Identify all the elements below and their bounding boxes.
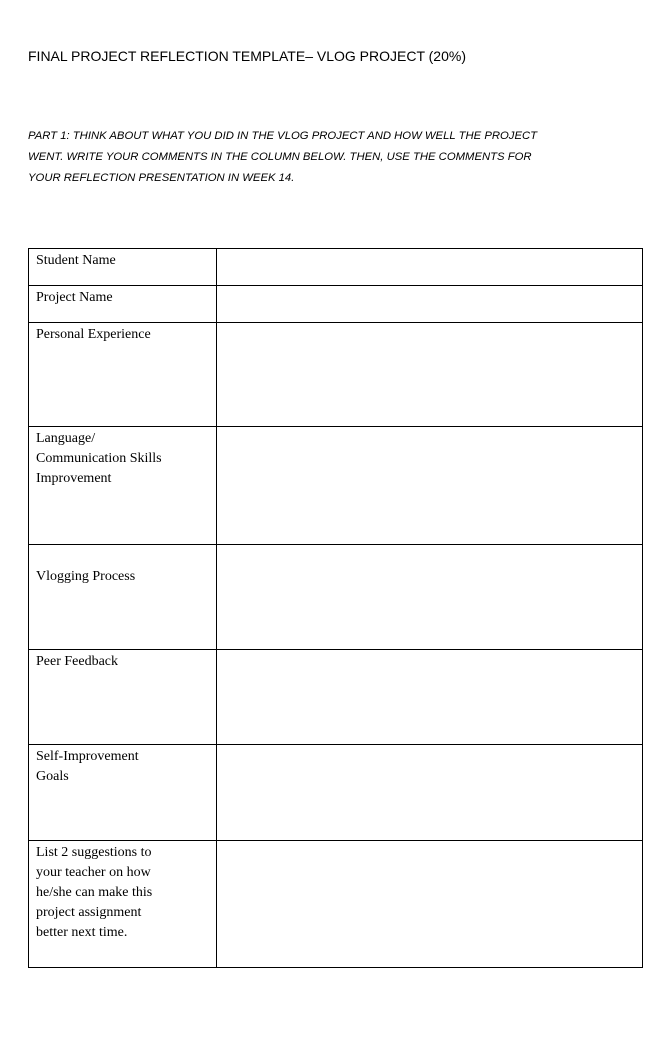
row-label-line: Language/ <box>36 431 96 446</box>
row-label-vlogging-process <box>29 545 217 650</box>
personal-experience-field[interactable] <box>217 323 643 427</box>
document-title: FINAL PROJECT REFLECTION TEMPLATE– VLOG PROJECT (20%) <box>28 48 466 64</box>
row-label-line <box>36 547 210 567</box>
row-label-line: Self-Improvement <box>36 749 139 764</box>
table-row <box>29 745 643 841</box>
row-label-student-name <box>29 249 217 286</box>
row-label-line: better next time. <box>36 925 128 940</box>
instructions-line: YOUR REFLECTION PRESENTATION IN WEEK 14. <box>28 172 295 184</box>
vlogging-process-field[interactable] <box>217 545 643 650</box>
row-label-line: he/she can make this <box>36 885 153 900</box>
instructions-line: WENT. WRITE YOUR COMMENTS IN THE COLUMN BELOW. THEN, USE THE COMMENTS FOR <box>28 151 532 163</box>
row-label-line: Project Name <box>36 290 113 305</box>
row-label-line: Improvement <box>36 471 112 486</box>
row-label-line: Vlogging Process <box>36 569 136 584</box>
reflection-table <box>28 248 643 968</box>
table-row <box>29 650 643 745</box>
instructions-line: PART 1: THINK ABOUT WHAT YOU DID IN THE VLOG PROJECT AND HOW WELL THE PROJECT <box>28 130 538 142</box>
row-label-self-improvement <box>29 745 217 841</box>
row-label-suggestions <box>29 841 217 968</box>
table-row <box>29 427 643 545</box>
table-row <box>29 323 643 427</box>
row-label-line: Peer Feedback <box>36 654 119 669</box>
student-name-field[interactable] <box>217 249 643 286</box>
row-label-line: Student Name <box>36 253 116 268</box>
row-label-line: your teacher on how <box>36 865 151 880</box>
suggestions-field[interactable] <box>217 841 643 968</box>
row-label-personal-experience <box>29 323 217 427</box>
table-row <box>29 249 643 286</box>
peer-feedback-field[interactable] <box>217 650 643 745</box>
project-name-field[interactable] <box>217 286 643 323</box>
row-label-line: List 2 suggestions to <box>36 845 152 860</box>
row-label-line: Personal Experience <box>36 327 151 342</box>
row-label-peer-feedback <box>29 650 217 745</box>
language-skills-field[interactable] <box>217 427 643 545</box>
table-row <box>29 286 643 323</box>
row-label-line: project assignment <box>36 905 142 920</box>
table-row <box>29 545 643 650</box>
row-label-language-skills <box>29 427 217 545</box>
row-label-project-name <box>29 286 217 323</box>
table-row <box>29 841 643 968</box>
row-label-line: Communication Skills <box>36 451 162 466</box>
row-label-line: Goals <box>36 769 69 784</box>
self-improvement-field[interactable] <box>217 745 643 841</box>
instructions-paragraph <box>28 126 643 189</box>
